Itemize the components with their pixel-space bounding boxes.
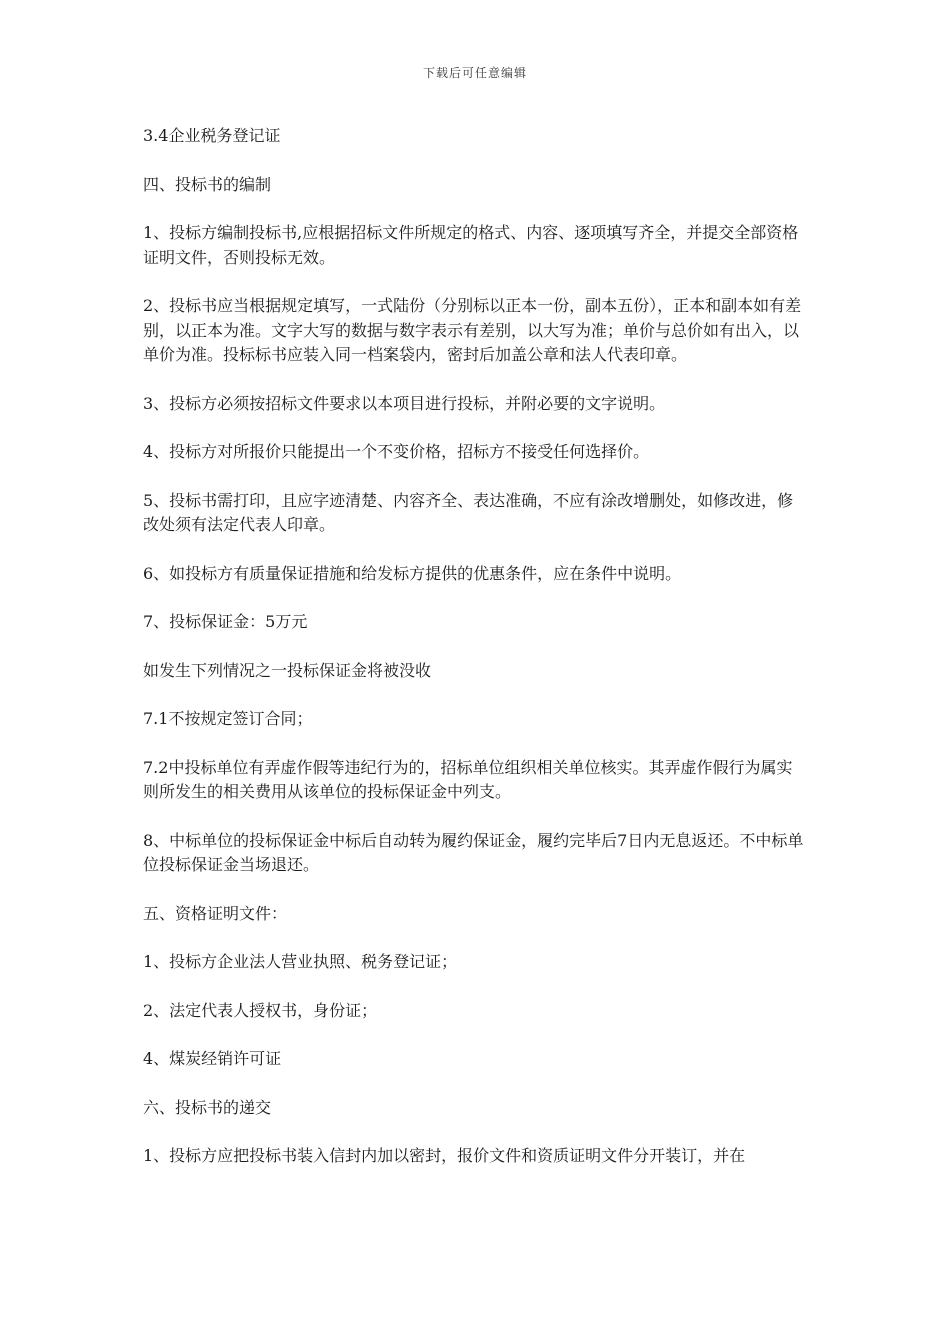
document-body [143, 124, 808, 1193]
page-header: 下载后可任意编辑 [422, 66, 527, 80]
section-heading-5: 五、资格证明文件： [143, 903, 288, 923]
paragraph-item-7: 7、投标保证金：5万元 [143, 612, 308, 631]
submission-item-1: 1、投标方应把投标书装入信封内加以密封，报价文件和资质证明文件分开装订，并在 [143, 1146, 746, 1165]
section-heading-6: 六、投标书的递交 [143, 1097, 272, 1117]
paragraph-item-7-2: 7.2中投标单位有弄虚作假等违纪行为的，招标单位组织相关单位核实。其弄虚作假行为属实则所发生的相关费用从该单位的投标保证金中列支。 [143, 757, 793, 801]
qualification-item-2: 2、法定代表人授权书，身份证； [143, 1000, 378, 1020]
section-heading-4: 四、投标书的编制 [143, 174, 272, 194]
paragraph-item-4: 4、投标方对所报价只能提出一个不变价格，招标方不接受任何选择价。 [143, 442, 650, 461]
qualification-item-1: 1、投标方企业法人营业执照、税务登记证； [143, 952, 458, 971]
paragraph-item-1: 1、投标方编制投标书,应根据招标文件所规定的格式、内容、逐项填写齐全，并提交全部资格证明文件，否则投标无效。 [143, 223, 799, 267]
section-item-3-4: 3.4企业税务登记证 [143, 126, 281, 145]
qualification-item-4: 4、煤炭经销许可证 [143, 1049, 282, 1068]
paragraph-item-6: 6、如投标方有质量保证措施和给发标方提供的优惠条件，应在条件中说明。 [143, 563, 682, 583]
paragraph-item-3: 3、投标方必须按招标文件要求以本项目进行投标，并附必要的文字说明。 [143, 393, 666, 413]
paragraph-forfeit-intro: 如发生下列情况之一投标保证金将被没收 [143, 660, 432, 680]
paragraph-item-8: 8、中标单位的投标保证金中标后自动转为履约保证金，履约完毕后7日内无息返还。不中标单位投标保证金当场退还。 [143, 830, 804, 874]
paragraph-item-7-1: 7.1不按规定签订合同； [143, 709, 313, 728]
paragraph-item-2: 2、投标书应当根据规定填写，一式陆份（分别标以正本一份，副本五份），正本和副本如有差别，以正本为准。文字大写的数据与数字表示有差别，以大写为准；单价与总价如有出入，以单价为准。投标标书应装入同一档案袋内，密封后加盖公章和法人代表印章。 [143, 296, 802, 364]
paragraph-item-5: 5、投标书需打印，且应字迹清楚、内容齐全、表达准确，不应有涂改增删处，如修改进，修改处须有法定代表人印章。 [143, 490, 794, 534]
